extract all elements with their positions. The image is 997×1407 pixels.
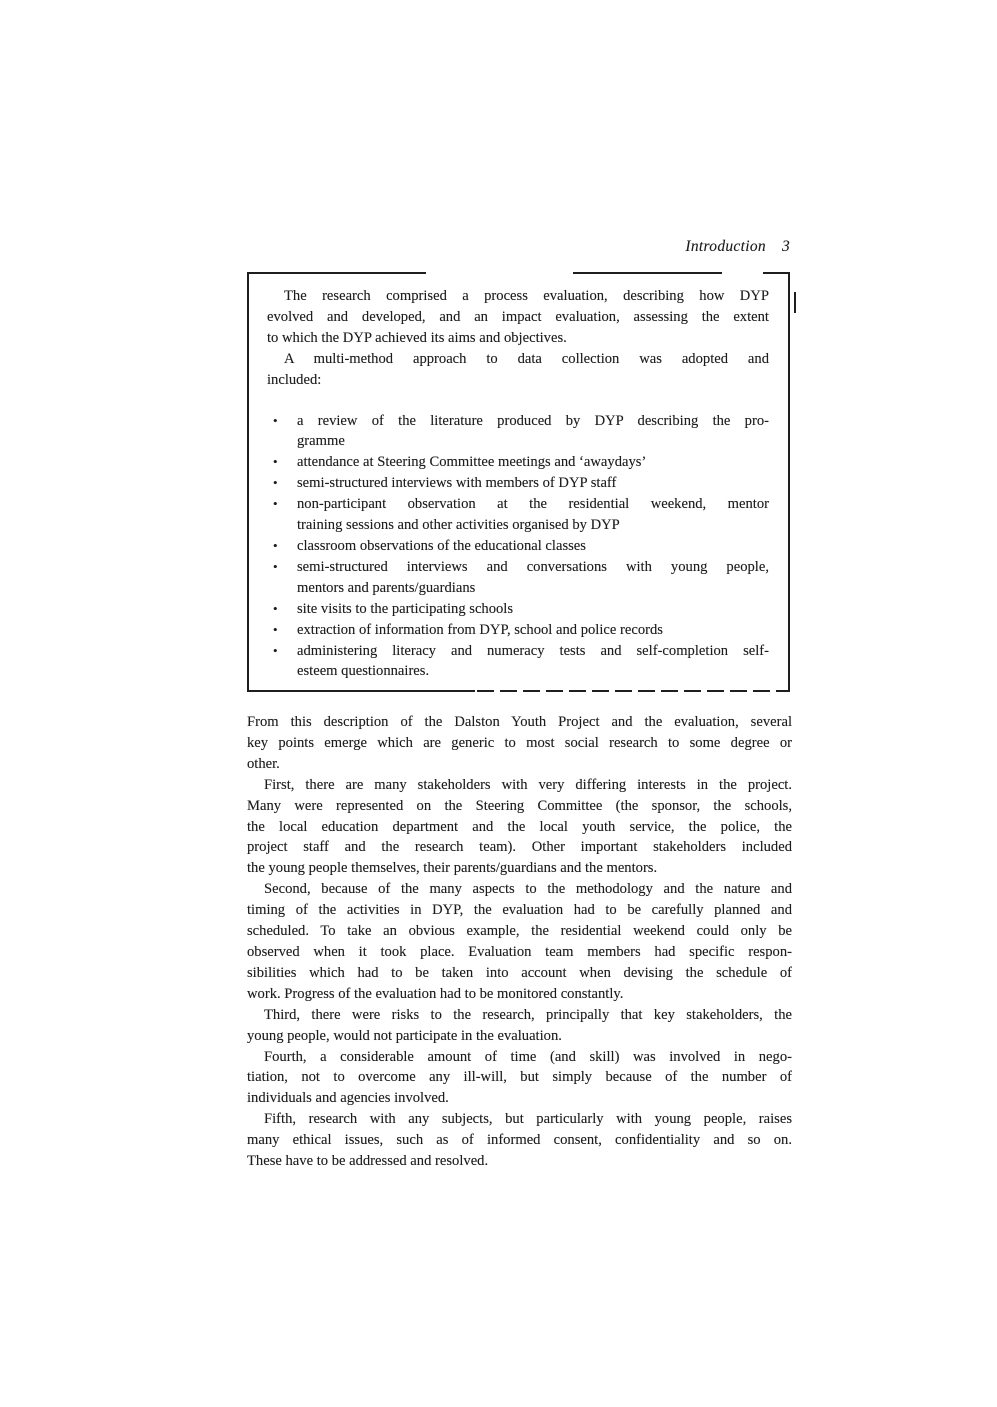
text-line: young people, would not participate in the evaluation. — [247, 1027, 562, 1044]
bullet-item — [267, 557, 769, 599]
page-number: 3 — [781, 238, 790, 255]
bullet-text — [297, 494, 769, 536]
bullet-text — [297, 411, 769, 453]
text-line: training sessions and other activities organised by DYP — [297, 517, 620, 534]
paragraph — [247, 1047, 792, 1110]
body-text — [247, 712, 792, 1172]
text-line: administering literacy and numeracy tests and self-completion self- — [297, 642, 769, 659]
bullet-item — [267, 536, 769, 557]
bullet-text — [297, 557, 769, 599]
text-line: tiation, not to overcome any ill-will, but simply because of the number of — [247, 1069, 792, 1086]
text-line: the young people themselves, their parents/guardians and the mentors. — [247, 860, 658, 877]
text-line: semi-structured interviews with members of DYP staff — [297, 475, 617, 492]
bullet-icon: • — [273, 412, 278, 428]
text-line: From this description of the Dalston Youth Project and the evaluation, several — [247, 714, 792, 730]
text-line: These have to be addressed and resolved. — [247, 1153, 489, 1170]
paragraph — [247, 775, 792, 880]
text-line: Fourth, a considerable amount of time (and skill) was involved in nego- — [264, 1048, 792, 1065]
bullet-list — [267, 411, 769, 683]
box-bottom-border — [247, 690, 790, 692]
text-line: a review of the literature produced by DYP describing the pro- — [297, 412, 769, 429]
bullet-icon: • — [273, 537, 278, 553]
text-line: Many were represented on the Steering Committee (the sponsor, the schools, — [247, 797, 792, 814]
text-line: individuals and agencies involved. — [247, 1090, 449, 1107]
text-line: non-participant observation at the residential weekend, mentor — [297, 496, 769, 513]
text-line: work. Progress of the evaluation had to be monitored constantly. — [247, 985, 624, 1002]
paragraph — [247, 1109, 792, 1172]
paragraph — [267, 349, 769, 391]
bullet-item — [267, 473, 769, 494]
bullet-text — [297, 599, 769, 620]
bullet-item — [267, 599, 769, 620]
bullet-icon: • — [273, 475, 278, 491]
text-line: A multi-method approach to data collection was adopted and — [284, 350, 769, 367]
bullet-text — [297, 452, 769, 473]
bullet-text — [297, 641, 769, 683]
bullet-item — [267, 641, 769, 683]
box-paragraphs — [267, 286, 769, 391]
text-line: to which the DYP achieved its aims and objectives. — [267, 329, 567, 346]
excerpt-box — [247, 272, 790, 692]
text-line: gramme — [297, 433, 345, 450]
text-line: included: — [267, 371, 322, 388]
bullet-icon: • — [273, 496, 278, 512]
text-line: timing of the activities in DYP, the evaluation had to be carefully planned and — [247, 902, 792, 919]
paragraph — [247, 879, 792, 1004]
paragraph — [267, 286, 769, 349]
text-line: sibilities which had to be taken into account when devising the schedule of — [247, 964, 792, 981]
bullet-item — [267, 494, 769, 536]
bullet-icon: • — [273, 600, 278, 616]
text-line: semi-structured interviews and conversations with young people, — [297, 558, 769, 575]
bullet-text — [297, 620, 769, 641]
text-line: extraction of information from DYP, school and police records — [297, 621, 663, 638]
bullet-icon: • — [273, 558, 278, 574]
bullet-icon: • — [273, 621, 278, 637]
bullet-item — [267, 620, 769, 641]
scan-artifact — [794, 292, 796, 313]
paragraph — [247, 1005, 792, 1047]
text-line: First, there are many stakeholders with very differing interests in the project. — [264, 776, 792, 793]
box-top-border — [247, 272, 790, 274]
text-line: observed when it took place. Evaluation team members had specific respon- — [247, 943, 792, 960]
text-line: attendance at Steering Committee meetings and ‘awaydays’ — [297, 454, 647, 471]
text-line: The research comprised a process evaluation, describing how DYP — [284, 288, 769, 304]
paragraph — [247, 712, 792, 775]
text-line: esteem questionnaires. — [297, 663, 430, 680]
text-line: scheduled. To take an obvious example, the residential weekend could only be — [247, 923, 792, 940]
text-line: other. — [247, 755, 280, 772]
text-line: classroom observations of the educational classes — [297, 537, 586, 554]
text-line: site visits to the participating schools — [297, 600, 514, 617]
running-head — [0, 237, 790, 257]
bullet-item — [267, 452, 769, 473]
text-line: many ethical issues, such as of informed consent, confidentiality and so on. — [247, 1132, 792, 1149]
text-line: key points emerge which are generic to most social research to some degree or — [247, 734, 792, 751]
bullet-text — [297, 473, 769, 494]
text-line: Fifth, research with any subjects, but particularly with young people, raises — [264, 1111, 792, 1128]
text-line: Third, there were risks to the research, principally that key stakeholders, the — [264, 1006, 792, 1023]
text-line: Second, because of the many aspects to the methodology and the nature and — [264, 881, 792, 898]
bullet-icon: • — [273, 454, 278, 470]
bullet-item — [267, 411, 769, 453]
bullet-icon: • — [273, 642, 278, 658]
page-title: Introduction — [685, 238, 766, 255]
text-line: project staff and the research team). Other important stakeholders included — [247, 839, 792, 856]
text-line: mentors and parents/guardians — [297, 579, 476, 596]
text-line: evolved and developed, and an impact evaluation, assessing the extent — [267, 308, 769, 325]
bullet-text — [297, 536, 769, 557]
text-line: the local education department and the local youth service, the police, the — [247, 818, 792, 835]
